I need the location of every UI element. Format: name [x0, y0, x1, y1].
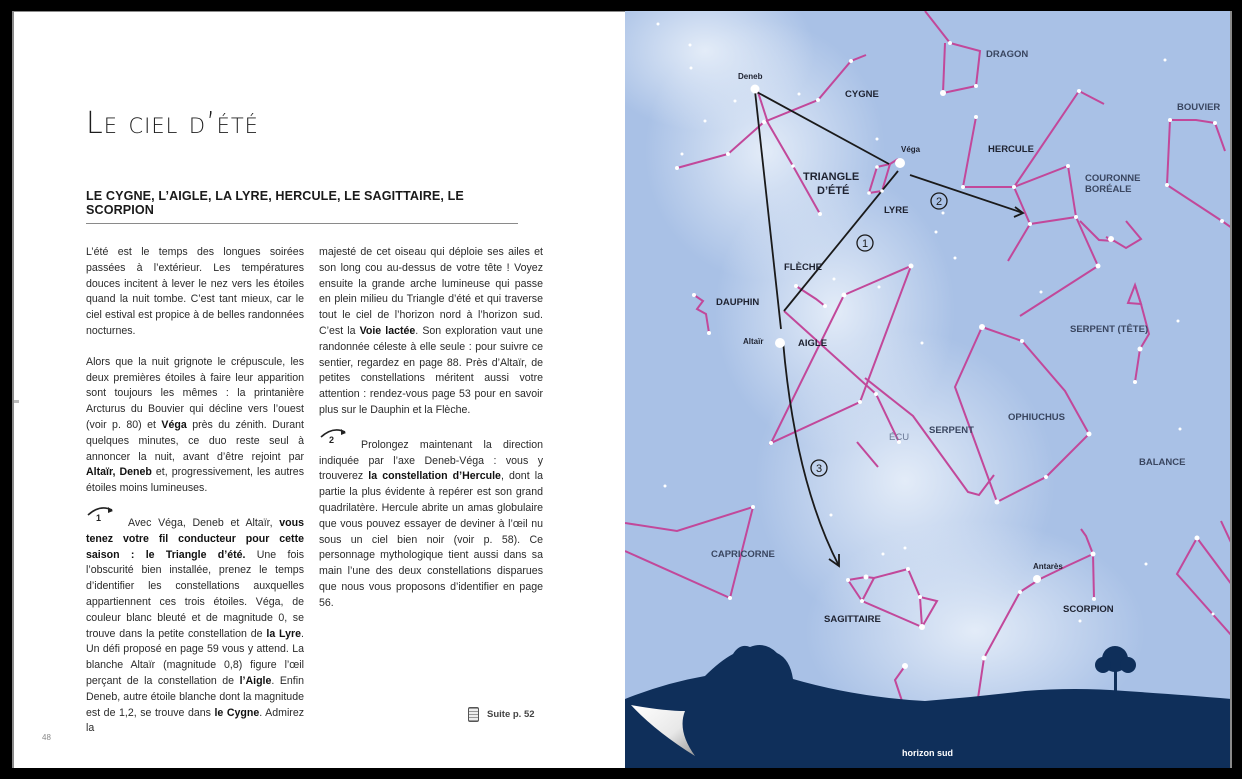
label-bouvier: BOUVIER — [1177, 102, 1221, 113]
label-triangle-2: D’ÉTÉ — [817, 185, 850, 197]
dauphin-lines — [694, 295, 709, 333]
label-balance: BALANCE — [1139, 457, 1186, 468]
label-cygne: CYGNE — [845, 89, 879, 100]
sky-map-page — [625, 11, 1232, 768]
label-ophiuchus: OPHIUCHUS — [1008, 412, 1066, 423]
svg-text:1: 1 — [861, 238, 869, 250]
milky-way — [625, 11, 1145, 741]
page-number: 48 — [42, 733, 51, 742]
paragraph-step-1: 1 Avec Véga, Deneb et Altaïr, vous tenez votre fil conducteur pour cette saison : le Triangle d’été. Une fois l’obscurité bien installée, prenez le temps d’identifier les constellations auxquelles appartiennent ces trois étoiles. Véga, de couleur blanc bleuté et de magnitude 0, se trouve dans la petite constellation de la Lyre. Un défi proposé en page 59 vous y attend. La blanche Altaïr (magnitude 0,8) figure l’œil perçant de la constellation de l’Aigle. Enfin Deneb, autre étoile blanche dont la magnitude est de 1,2, se trouve dans le Cygne. Admirez la — [86, 512, 304, 737]
route-marker-2 — [931, 193, 947, 209]
label-dragon: DRAGON — [986, 49, 1029, 60]
horizon-label: horizon sud — [902, 748, 953, 758]
label-hercule: HERCULE — [988, 144, 1034, 155]
label-ecu: ÉCU — [889, 432, 910, 443]
label-triangle-1: TRIANGLE — [803, 171, 860, 183]
paragraph-milky-way: majesté de cet oiseau qui déploie ses ailes et son long cou au-dessus de votre tête ! Voyez ensuite la grande arche lumineuse qui passe en plein milieu du Triangle d’été et qui traverse tout le ciel de l’horizon nord à l’horizon sud. C’est la Voie lactée. Son exploration vaut une randonnée céleste à elle seule : pour suivre ce sentier, regardez en page 88. Près d’Altaïr, de petites constellations méritent aussi votre attention : rendez-vous page 53 pour en savoir plus sur le Dauphin et la Flèche. — [319, 246, 543, 416]
hercule-legs — [1008, 224, 1030, 261]
paragraph-intro: L’été est le temps des longues soirées passées à l’extérieur. Les températures douces incitent à lever le nez vers les étoiles quand la nuit tombe. C’est tant mieux, car le ciel estival est propice à de belles randonnées nocturnes. — [86, 246, 304, 337]
text-column-2 — [319, 245, 543, 627]
route-2-arrow — [910, 175, 1023, 213]
hercule-legs2 — [1020, 217, 1098, 316]
label-aigle: AIGLE — [798, 338, 828, 349]
label-couronne-2: BORÉALE — [1085, 184, 1132, 195]
label-serpent-tete: SERPENT (TÊTE) — [1070, 324, 1149, 335]
label-fleche: FLÈCHE — [784, 262, 822, 273]
page-subtitle: LE CYGNE, L’AIGLE, LA LYRE, HERCULE, LE SAGITTAIRE, LE SCORPION — [86, 189, 518, 224]
svg-text:2: 2 — [935, 196, 943, 208]
sky-map — [625, 11, 1232, 768]
svg-text:3: 3 — [815, 463, 823, 475]
label-antares: Antarès — [1033, 562, 1063, 571]
text-column-1 — [86, 245, 304, 752]
paragraph-first-stars: Alors que la nuit grignote le crépuscule, les deux premières étoiles à faire leur apparition sont toujours les mêmes : la printanière Arcturus du Bouvier qui décline vers l’ouest (voir p. 80) et Véga près du zénith. Durant quelques minutes, ce duo reste seul à annoncer la nuit, avant d’être rejoint par Altaïr, Deneb et, progressivement, les autres étoiles moins lumineuses. — [86, 355, 304, 495]
step-1-marker: 1 — [86, 512, 116, 526]
star-deneb — [751, 85, 760, 94]
left-page — [12, 11, 625, 768]
label-lyre: LYRE — [884, 205, 909, 216]
star-altair — [775, 338, 785, 348]
bouvier-lines — [1167, 120, 1232, 228]
label-capricorne: CAPRICORNE — [711, 549, 775, 560]
star-antares — [1033, 575, 1041, 583]
label-couronne-1: COURONNE — [1085, 173, 1141, 184]
step-2-marker: 2 — [319, 434, 349, 448]
hercule-left — [963, 91, 1104, 187]
label-serpent: SERPENT — [929, 425, 974, 436]
label-deneb: Deneb — [738, 72, 763, 81]
continuation-link[interactable]: Suite p. 52 — [468, 707, 535, 722]
book-icon — [468, 707, 479, 722]
star-vega — [895, 158, 905, 168]
label-altair: Altaïr — [743, 337, 764, 346]
paragraph-step-2: 2 Prolongez maintenant la direction indiquée par l’axe Deneb-Véga : vous y trouverez la constellation d’Hercule, dont la partie la plus évidente à repérer est son grand quadrilatère. Hercule abrite un amas globulaire que vous pouvez essayer de deviner à l’œil nu sous un ciel bien noir (voir p. 58). Ce personnage mythologique tient aussi dans sa main l’une des deux constellations disparues que nous vous proposons d’identifier en page 56. — [319, 434, 543, 612]
dragon-lines — [925, 11, 980, 93]
label-dauphin: DAUPHIN — [716, 297, 760, 308]
label-sagittaire: SAGITTAIRE — [824, 614, 881, 625]
label-vega: Véga — [901, 145, 921, 154]
label-scorpion: SCORPION — [1063, 604, 1114, 615]
balance-lines — [1177, 538, 1232, 636]
page-title: Le ciel d’été — [86, 106, 259, 141]
page-edge-mark — [14, 400, 19, 403]
